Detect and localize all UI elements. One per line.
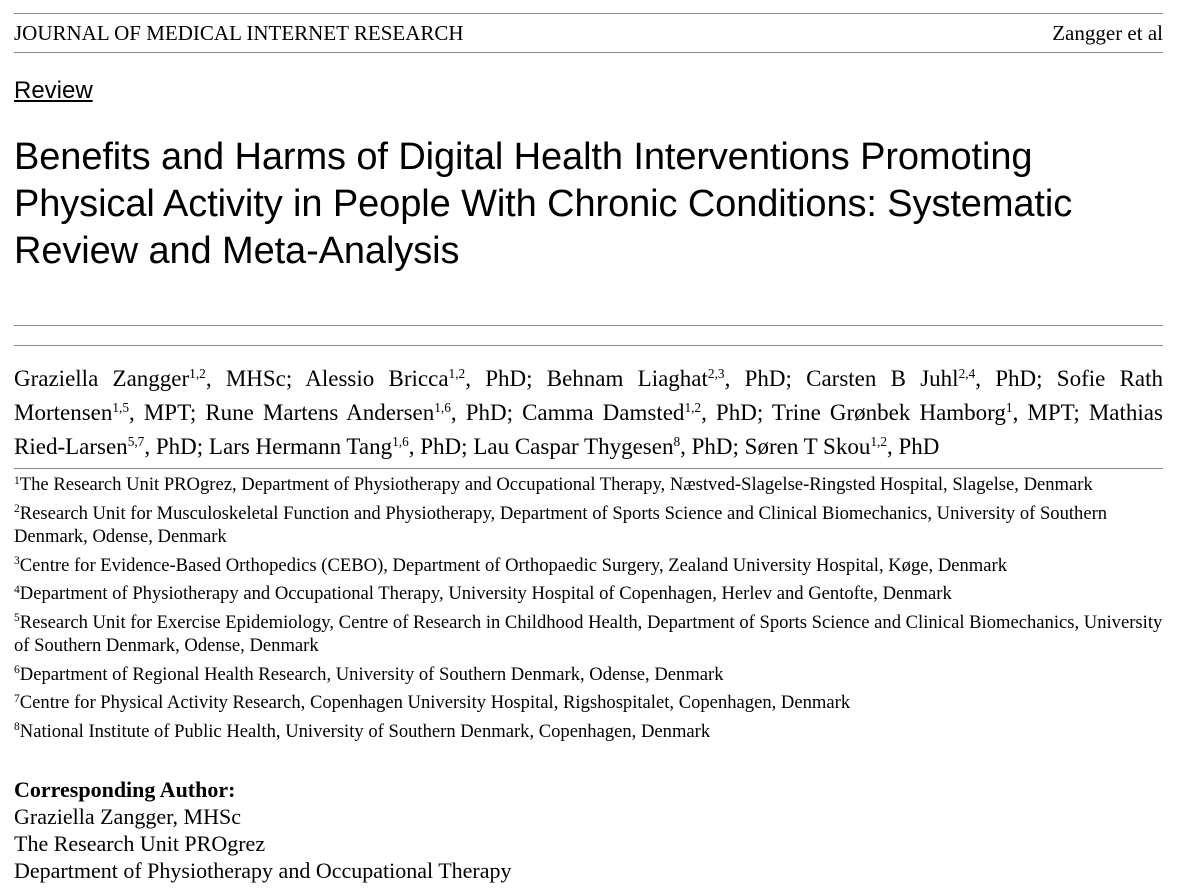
author-name: Lars Hermann Tang [208, 434, 393, 459]
author-list [14, 362, 1163, 464]
affiliation-number: 7 [14, 692, 20, 705]
author-name: Rune Martens Andersen [205, 400, 435, 425]
author-degree: , PhD; [724, 366, 807, 391]
affiliation-number: 8 [14, 721, 20, 734]
affiliation-item [14, 663, 1163, 687]
author-degree: , PhD; [465, 366, 547, 391]
author-affiliation-marker: 1,6 [434, 399, 451, 415]
author-degree: , PhD; [408, 434, 474, 459]
author-degree: , MHSc; [205, 366, 306, 391]
author-name: Lau Caspar Thygesen [473, 434, 674, 459]
author-entry [14, 366, 305, 391]
affiliation-text: Research Unit for Musculoskeletal Function and Physiotherapy, Department of Sports Science and Clinical Biomechanics, University of Southern Denmark, Odense, Denmark [14, 502, 1108, 547]
affiliation-list [14, 473, 1163, 748]
article-type-link[interactable]: Review [14, 77, 93, 104]
author-name: Carsten B Juhl [806, 366, 959, 391]
author-entry [745, 434, 940, 459]
affiliation-number: 2 [14, 503, 20, 516]
author-affiliation-marker: 5,7 [127, 433, 145, 449]
title-rule-upper [14, 325, 1163, 326]
corresponding-line: Department of Physiotherapy and Occupational Therapy [14, 858, 512, 883]
affiliation-text: The Research Unit PROgrez, Department of Physiotherapy and Occupational Therapy, Næstved-Slagelse-Ringsted Hospital, Slagelse, Denmark [19, 474, 1093, 495]
affiliation-text: Centre for Physical Activity Research, Copenhagen University Hospital, Rigshospitalet, Copenhagen, Denmark [19, 692, 851, 713]
author-entry [205, 400, 522, 425]
corresponding-author-block [14, 776, 1163, 884]
author-affiliation-marker: 1,6 [392, 433, 409, 449]
running-author: Zangger et al [1052, 21, 1163, 45]
affiliation-item [14, 582, 1163, 606]
author-degree: , PhD [887, 434, 940, 459]
author-affiliation-marker: 1,2 [448, 365, 466, 381]
affiliation-number: 5 [14, 612, 20, 625]
header-rule [14, 52, 1163, 53]
affiliation-item [14, 473, 1163, 497]
author-affiliation-marker: 2,4 [958, 365, 976, 381]
running-header [14, 20, 1163, 46]
author-affiliation-marker: 1,2 [870, 433, 888, 449]
journal-name: JOURNAL OF MEDICAL INTERNET RESEARCH [14, 21, 464, 45]
author-affiliation-marker: 1 [1005, 399, 1013, 415]
author-entry [209, 434, 473, 459]
author-name: Graziella Zangger [14, 366, 190, 391]
corresponding-line: The Research Unit PROgrez [14, 831, 266, 856]
affiliation-text: Centre for Evidence-Based Orthopedics (CEBO), Department of Orthopaedic Surgery, Zealand University Hospital, Køge, Denmark [19, 554, 1008, 576]
corresponding-heading: Corresponding Author: [14, 777, 236, 802]
author-degree: , MPT; [1012, 400, 1089, 425]
affiliation-item [14, 502, 1163, 549]
author-degree: , MPT; [129, 400, 206, 425]
author-name: Behnam Liaghat [546, 366, 708, 391]
author-name: Mathias Ried-Larsen [14, 400, 1163, 459]
author-entry [522, 400, 772, 425]
author-affiliation-marker: 2,3 [707, 365, 725, 381]
author-degree: , PhD; [144, 434, 209, 459]
author-degree: , PhD; [450, 400, 523, 425]
affiliation-text: National Institute of Public Health, University of Southern Denmark, Copenhagen, Denmark [19, 720, 711, 742]
author-entry [806, 366, 1057, 391]
author-entry [772, 400, 1089, 425]
affiliation-number: 4 [14, 583, 20, 596]
affiliation-number: 6 [14, 664, 20, 677]
affiliation-item [14, 720, 1163, 744]
affiliation-text: Department of Regional Health Research, University of Southern Denmark, Odense, Denmark [19, 663, 724, 685]
affiliation-number: 3 [14, 555, 20, 568]
author-entry [305, 366, 546, 391]
author-name: Søren T Skou [744, 434, 871, 459]
paper-page [14, 0, 1163, 888]
author-entry [547, 366, 806, 391]
author-affiliation-marker: 1,5 [112, 399, 130, 415]
affiliation-item [14, 554, 1163, 578]
article-title: Benefits and Harms of Digital Health Interventions Promoting Physical Activity in People With Chronic Conditions: Systematic Review and Meta-Analysis [14, 136, 1073, 272]
author-name: Trine Grønbek Hamborg [771, 400, 1006, 425]
affiliation-text: Department of Physiotherapy and Occupational Therapy, University Hospital of Copenhagen, Herlev and Gentofte, Denmark [19, 583, 952, 604]
author-affiliation-marker: 1,2 [189, 365, 206, 381]
authors-rule [14, 468, 1163, 469]
affiliation-text: Research Unit for Exercise Epidemiology, Centre of Research in Childhood Health, Department of Sports Science and Clinical Biomechanics, University of Southern Denmark, Odense, Denmark [14, 611, 1163, 656]
title-rule-lower [14, 345, 1163, 346]
author-degree: , PhD; [975, 366, 1057, 391]
author-affiliation-marker: 8 [673, 433, 681, 449]
author-affiliation-marker: 1,2 [684, 399, 702, 415]
author-name: Sofie Rath Mortensen [14, 366, 1164, 425]
author-entry [473, 434, 744, 459]
corresponding-line: Graziella Zangger, MHSc [14, 804, 241, 829]
affiliation-number: 1 [14, 474, 20, 487]
author-name: Alessio Bricca [305, 366, 449, 391]
author-name: Camma Damsted [522, 400, 685, 425]
affiliation-item [14, 611, 1163, 658]
affiliation-item [14, 691, 1163, 715]
top-rule [14, 13, 1163, 14]
author-degree: , PhD; [701, 400, 772, 425]
author-degree: , PhD; [680, 434, 745, 459]
